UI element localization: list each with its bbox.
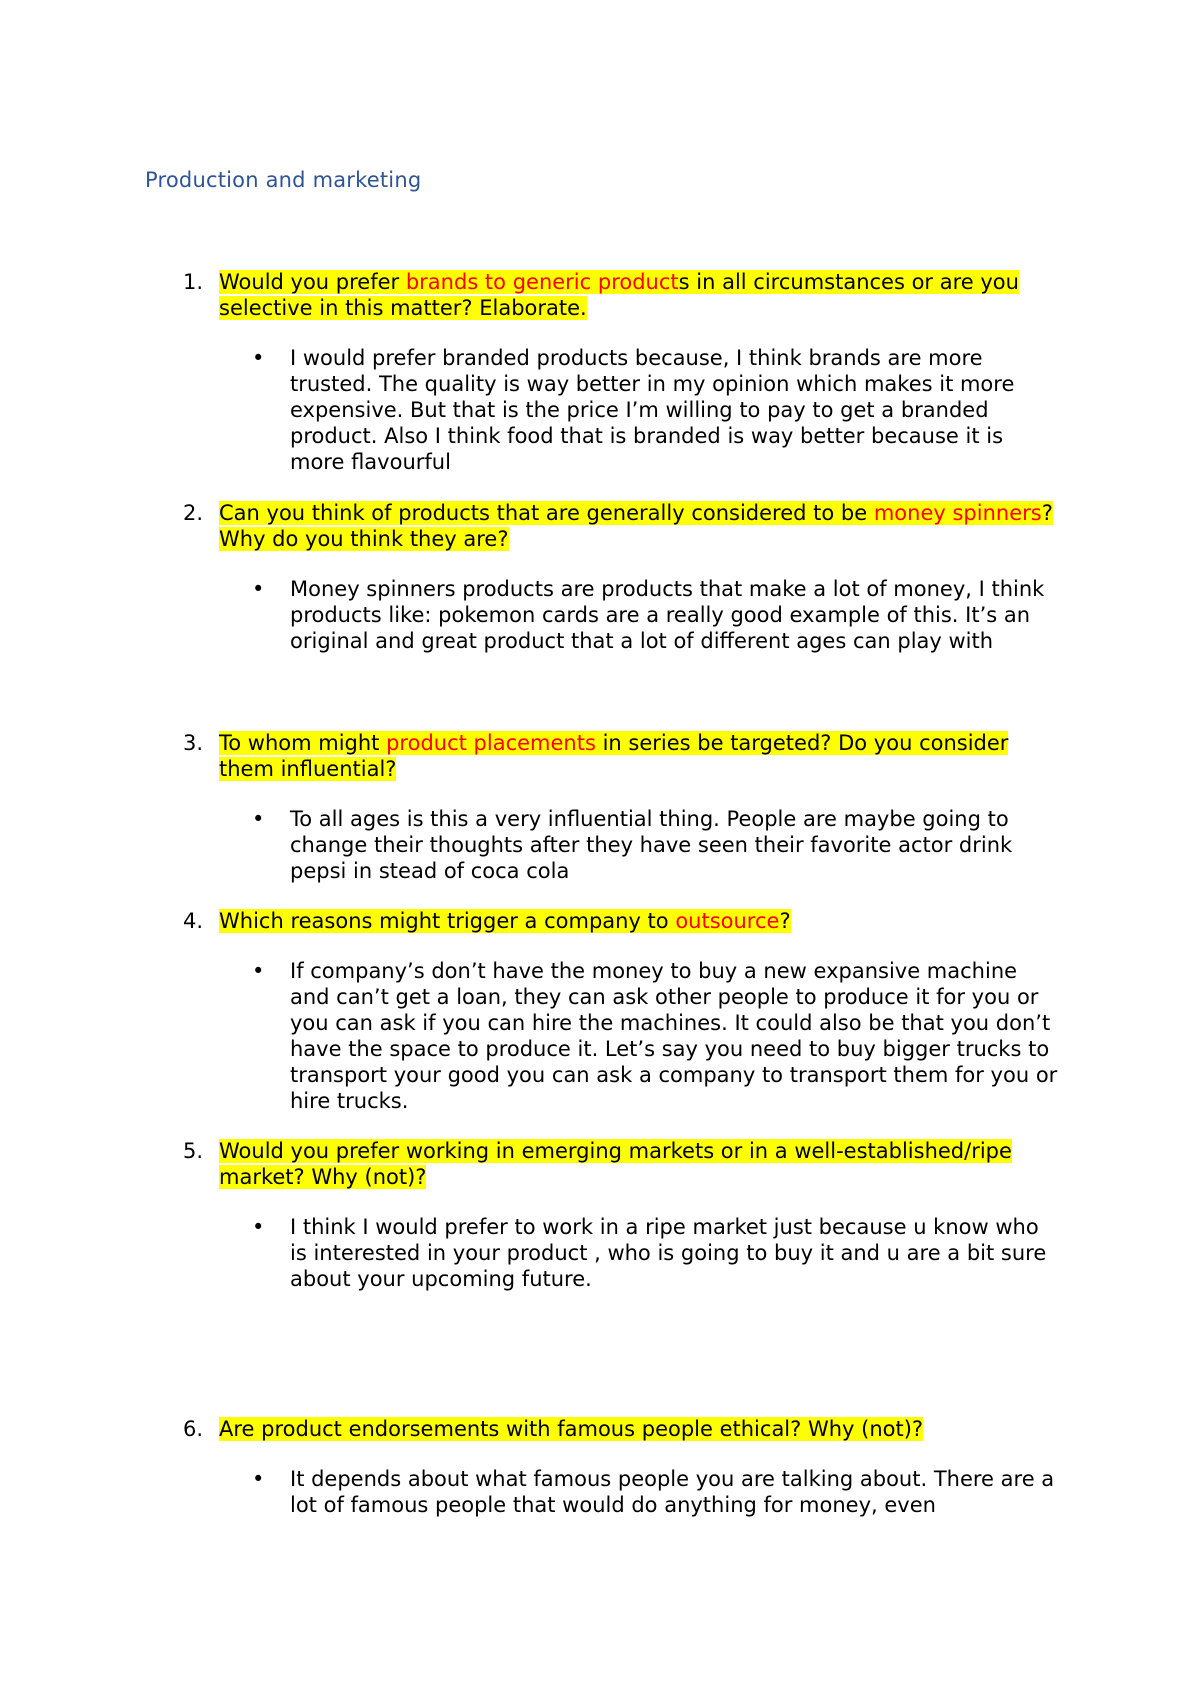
key-term: product placements (386, 731, 596, 755)
answer-2 (252, 576, 1062, 654)
answer-5 (252, 1214, 1062, 1292)
question-number: 3. (183, 731, 204, 755)
question-text-part: Would you prefer (219, 270, 406, 294)
question-text-part: Are product endorsements with famous people ethical? Why (not)? (219, 1417, 924, 1441)
question-text-part: Can you think of products that are generally considered to be (219, 501, 874, 525)
bullet: • (252, 1215, 265, 1239)
question-text-part: Which reasons might trigger a company to (219, 909, 676, 933)
question-text-part: in series be targeted? Do you consider them influential? (219, 731, 1009, 781)
question-number: 6. (183, 1417, 204, 1441)
question-3 (183, 730, 1063, 782)
key-term: outsource (675, 909, 780, 933)
question-text-part: s in all circumstances or are you selective in this matter? Elaborate. (219, 270, 1019, 320)
question-text-part: Would you prefer working in emerging markets or in a well-established/ripe market? Why (not)? (219, 1139, 1012, 1189)
answer-3 (252, 806, 1062, 884)
answer-1 (252, 345, 1062, 475)
question-1 (183, 269, 1063, 321)
answer-text: It depends about what famous people you are talking about. There are a lot of famous people that would do anything for money, even (290, 1467, 1055, 1517)
answer-text: If company’s don’t have the money to buy a new expansive machine and can’t get a loan, they can ask other people to produce it for you or you can ask if you can hire the machines. It could also be that you don’t have the space to produce it. Let’s say you need to buy bigger trucks to transport your good you can ask a company to transport them for you or hire trucks. (290, 959, 1058, 1113)
question-text (219, 1416, 1063, 1442)
bullet: • (252, 346, 265, 370)
key-term: brands to generic product (405, 270, 679, 294)
question-6 (183, 1416, 1063, 1442)
question-text (219, 730, 1063, 782)
question-text-part: ? Why do you think they are? (219, 501, 1053, 551)
question-5 (183, 1138, 1063, 1190)
key-term: money spinners (873, 501, 1042, 525)
question-text-part: To whom might (219, 731, 387, 755)
question-number: 4. (183, 909, 204, 933)
answer-text: I would prefer branded products because, I think brands are more trusted. The quality is way better in my opinion which makes it more expensive. But that is the price I’m willing to pay to get a branded product. Also I think food that is branded is way better because it is more flavourful (290, 346, 1015, 474)
question-number: 2. (183, 501, 204, 525)
bullet: • (252, 577, 265, 601)
question-text (219, 269, 1063, 321)
page-title: Production and marketing (145, 168, 422, 192)
bullet: • (252, 959, 265, 983)
question-number: 5. (183, 1139, 204, 1163)
question-number: 1. (183, 270, 204, 294)
question-2 (183, 500, 1063, 552)
answer-text: Money spinners products are products that make a lot of money, I think products like: pokemon cards are a really good example of this. It’s an original and great product that a lot of different ages can play with (290, 577, 1045, 653)
answer-text: To all ages is this a very influential thing. People are maybe going to change their thoughts after they have seen their favorite actor drink pepsi in stead of coca cola (290, 807, 1013, 883)
bullet: • (252, 807, 265, 831)
answer-text: I think I would prefer to work in a ripe market just because u know who is interested in your product , who is going to buy it and u are a bit sure about your upcoming future. (290, 1215, 1047, 1291)
answer-6 (252, 1466, 1062, 1518)
question-text (219, 500, 1063, 552)
question-text (219, 908, 1063, 934)
question-text-part: ? (779, 909, 791, 933)
question-4 (183, 908, 1063, 934)
question-text (219, 1138, 1063, 1190)
bullet: • (252, 1467, 265, 1491)
answer-4 (252, 958, 1062, 1114)
